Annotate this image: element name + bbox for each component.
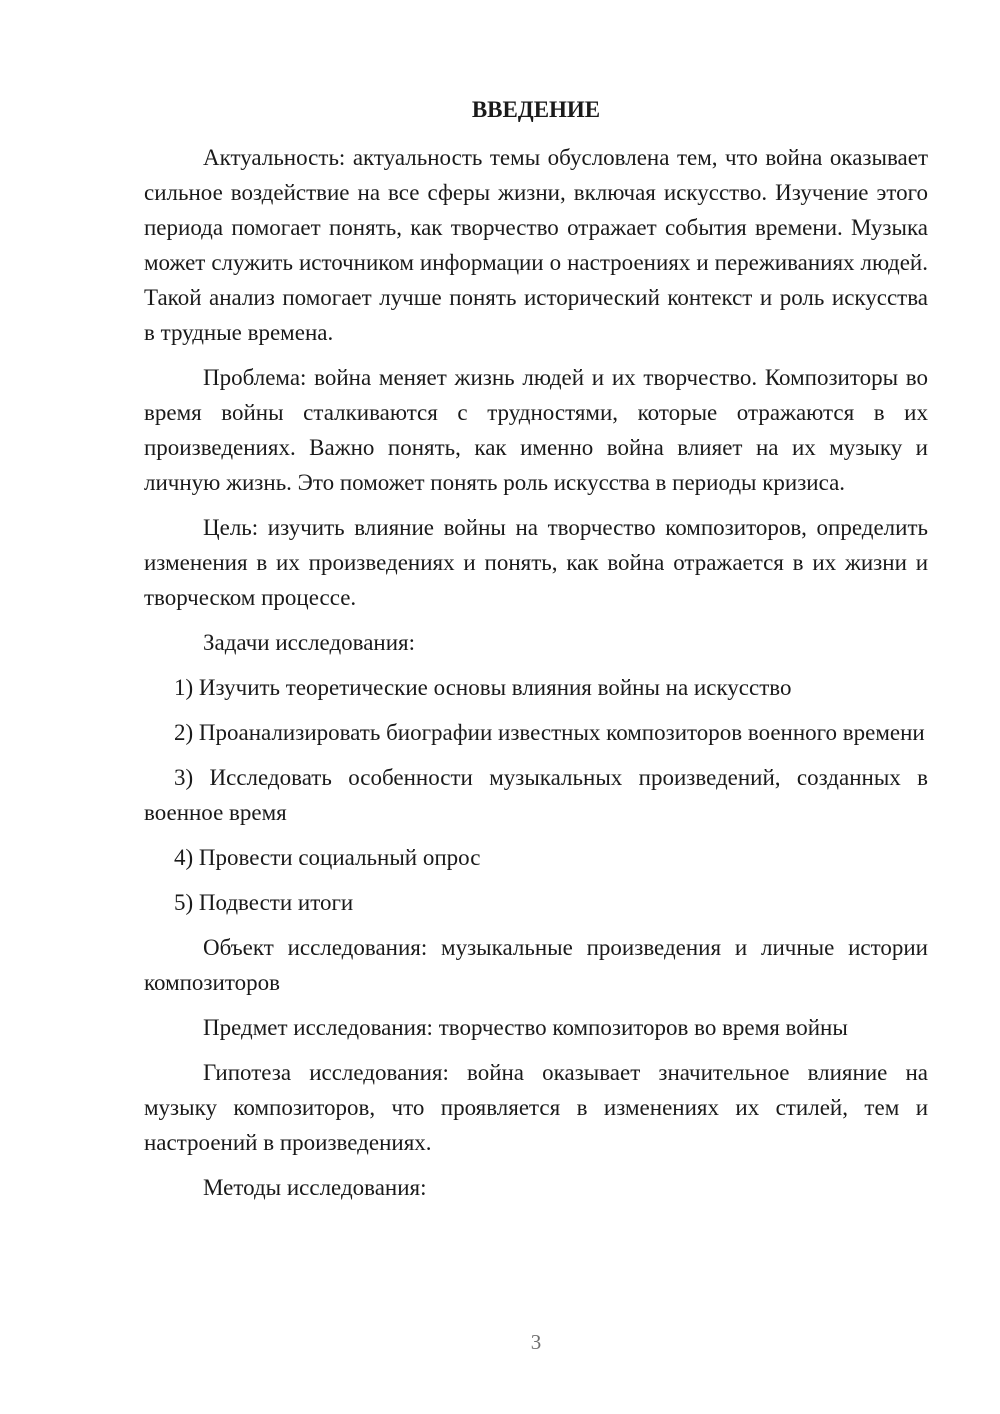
methods-heading: Методы исследования: xyxy=(203,1175,427,1200)
page-content xyxy=(144,92,928,1215)
goal-paragraph: Цель: изучить влияние войны на творчество композиторов, определить изменения в их произведениях и понять, как война отражается в их жизни и творческом процессе. xyxy=(144,515,928,610)
task-item: 4) Провести социальный опрос xyxy=(174,845,481,870)
tasks-heading: Задачи исследования: xyxy=(203,630,416,655)
task-item: 5) Подвести итоги xyxy=(174,890,354,915)
hypothesis-paragraph: Гипотеза исследования: война оказывает значительное влияние на музыку композиторов, что проявляется в изменениях их стилей, тем и настроений в произведениях. xyxy=(144,1060,928,1155)
object-paragraph: Объект исследования: музыкальные произведения и личные истории композиторов xyxy=(144,935,928,995)
problem-paragraph: Проблема: война меняет жизнь людей и их творчество. Композиторы во время войны сталкиваются с трудностями, которые отражаются в их произведениях. Важно понять, как именно война влияет на их музыку и личную жизнь. Это поможет понять роль искусства в периоды кризиса. xyxy=(144,365,928,495)
relevance-paragraph: Актуальность: актуальность темы обусловлена тем, что война оказывает сильное воздействие на все сферы жизни, включая искусство. Изучение этого периода помогает понять, как творчество отражает события времени. Музыка может служить источником информации о настроениях и переживаниях людей. Такой анализ помогает лучше понять исторический контекст и роль искусства в трудные времена. xyxy=(144,145,928,345)
section-title: ВВЕДЕНИЕ xyxy=(471,97,601,122)
task-item: 3) Исследовать особенности музыкальных произведений, созданных в военное время xyxy=(144,765,928,825)
page-number: 3 xyxy=(530,1330,542,1354)
task-item: 2) Проанализировать биографии известных композиторов военного времени xyxy=(174,720,925,745)
subject-paragraph: Предмет исследования: творчество композиторов во время войны xyxy=(203,1015,848,1040)
task-item: 1) Изучить теоретические основы влияния войны на искусство xyxy=(174,675,792,700)
